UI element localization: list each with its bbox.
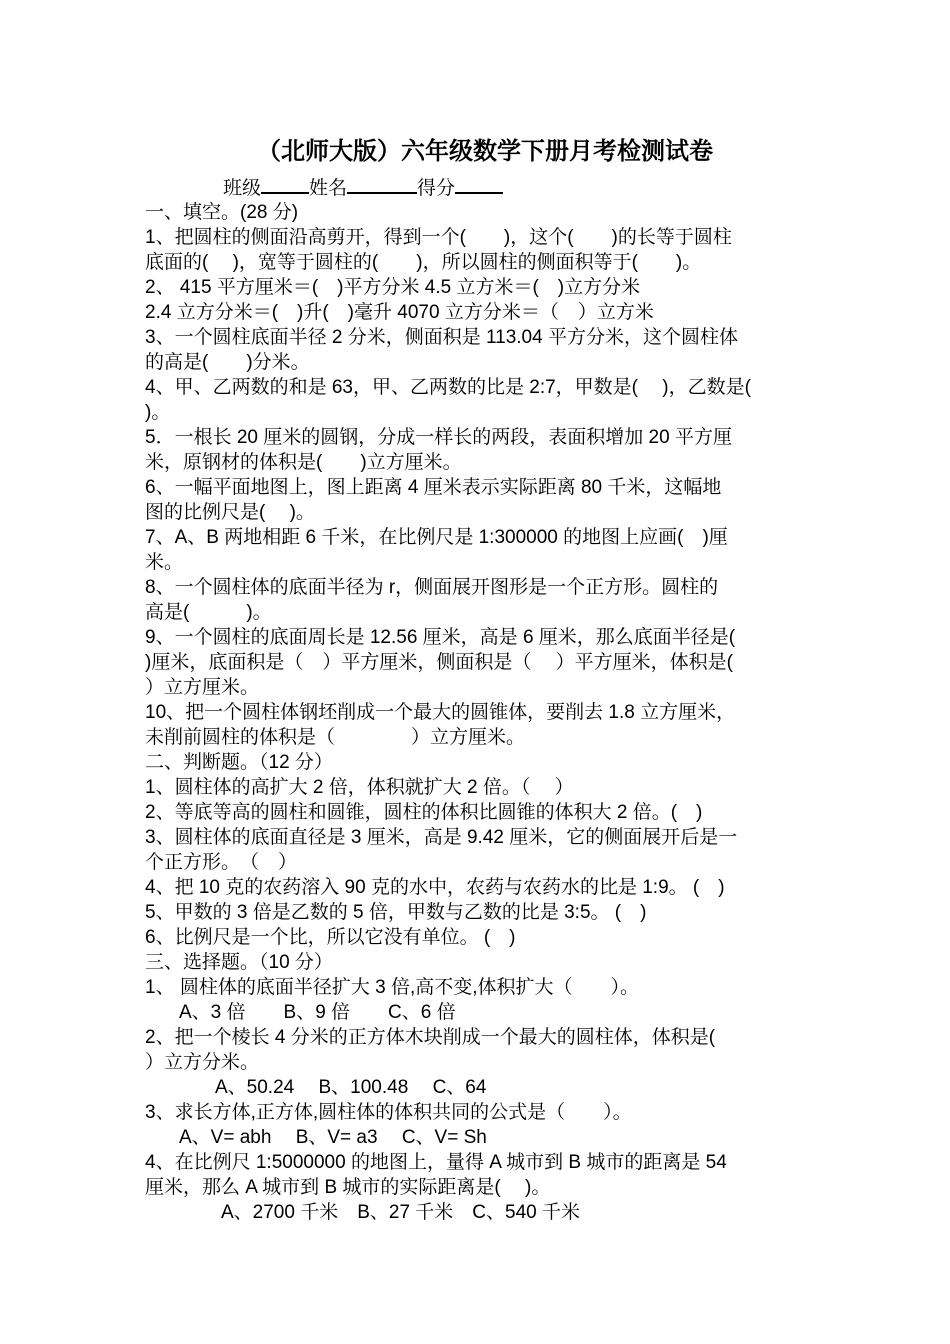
choice-options: A、V= abh B、V= a3 C、V= Sh [179, 1127, 487, 1148]
class-label: 班级 [223, 178, 262, 199]
question-line: 1、圆柱体的高扩大 2 倍，体积就扩大 2 倍。（ ） [145, 777, 574, 798]
question-line: 3、一个圆柱底面半径 2 分米，侧面积是 113.04 平方分米，这个圆柱体 [145, 327, 738, 348]
exam-content [145, 132, 807, 1225]
question-line: 的高是( )分米。 [145, 352, 310, 373]
question-line: )厘米，底面积是（ ）平方厘米，侧面积是（ ）平方厘米，体积是( [145, 652, 733, 673]
question-line: 4、甲、乙两数的和是 63，甲、乙两数的比是 2:7，甲数是( )，乙数是( [145, 377, 751, 398]
question-line: 2、把一个棱长 4 分米的正方体木块削成一个最大的圆柱体，体积是( [145, 1027, 716, 1048]
choice-options: A、3 倍 B、9 倍 C、6 倍 [179, 1002, 456, 1023]
question-line: 8、一个圆柱体的底面半径为 r，侧面展开图形是一个正方形。圆柱的 [145, 577, 719, 598]
question-line: 米。 [145, 552, 184, 573]
question-line: 6、比例尺是一个比，所以它没有单位。 ( ) [145, 927, 516, 948]
question-line: 7、A、B 两地相距 6 千米，在比例尺是 1:300000 的地图上应画( )厘 [145, 527, 728, 548]
question-line: 1、 圆柱体的底面半径扩大 3 倍,高不变,体积扩大（ ）。 [145, 977, 640, 998]
question-line: 9、一个圆柱的底面周长是 12.56 厘米，高是 6 厘米，那么底面半径是( [145, 627, 736, 648]
question-line: )。 [145, 402, 171, 423]
class-blank [261, 172, 309, 194]
question-line: 个正方形。 （ ） [145, 852, 298, 873]
question-line: 图的比例尺是( )。 [145, 502, 315, 523]
question-line: 高是( )。 [145, 602, 272, 623]
question-line: 2、 415 平方厘米＝( )平方分米 4.5 立方米＝( )立方分米 [145, 277, 641, 298]
question-line: 3、求长方体,正方体,圆柱体的体积共同的公式是（ ）。 [145, 1102, 632, 1123]
question-line: ）立方厘米。 [145, 677, 260, 698]
question-line: 5、甲数的 3 倍是乙数的 5 倍，甲数与乙数的比是 3:5。 ( ) [145, 902, 647, 923]
question-line: 10、把一个圆柱体钢坯削成一个最大的圆锥体，要削去 1.8 立方厘米， [145, 702, 736, 723]
question-line: ）立方分米。 [145, 1052, 260, 1073]
question-line: 米，原钢材的体积是( )立方厘米。 [145, 452, 462, 473]
question-line: 6、一幅平面地图上，图上距离 4 厘米表示实际距离 80 千米，这幅地 [145, 477, 722, 498]
page-title: （北师大版）六年级数学下册月考检测试卷 [257, 138, 713, 165]
question-line: 4、把 10 克的农药溶入 90 克的水中，农药与农药水的比是 1:9。 ( ) [145, 877, 725, 898]
choice-options: A、2700 千米 B、27 千米 C、540 千米 [221, 1202, 581, 1223]
name-blank [347, 172, 417, 194]
section-heading: 三、选择题。（10 分） [145, 952, 333, 973]
question-line: 3、圆柱体的底面直径是 3 厘米，高是 9.42 厘米，它的侧面展开后是一 [145, 827, 738, 848]
choice-options: A、50.24 B、100.48 C、64 [215, 1077, 487, 1098]
student-info-line [145, 172, 807, 200]
question-line: 2.4 立方分米＝( )升( )毫升 4070 立方分米＝（ ）立方米 [145, 302, 654, 323]
section-heading: 二、判断题。（12 分） [145, 752, 333, 773]
question-line: 5．一根长 20 厘米的圆钢，分成一样长的两段，表面积增加 20 平方厘 [145, 427, 732, 448]
question-line: 未削前圆柱的体积是（ ）立方厘米。 [145, 727, 526, 748]
question-line: 厘米，那么 A 城市到 B 城市的实际距离是( )。 [145, 1177, 551, 1198]
score-label: 得分 [417, 178, 456, 199]
score-blank [455, 172, 503, 194]
name-label: 姓名 [309, 178, 348, 199]
question-line: 2、等底等高的圆柱和圆锥，圆柱的体积比圆锥的体积大 2 倍。( ) [145, 802, 703, 823]
question-line: 底面的( )，宽等于圆柱的( )，所以圆柱的侧面积等于( )。 [145, 252, 702, 273]
question-line: 4、在比例尺 1:5000000 的地图上，量得 A 城市到 B 城市的距离是 54 [145, 1152, 727, 1173]
section-heading: 一、填空。(28 分) [145, 202, 299, 223]
question-line: 1、把圆柱的侧面沿高剪开，得到一个( )，这个( )的长等于圆柱 [145, 227, 732, 248]
